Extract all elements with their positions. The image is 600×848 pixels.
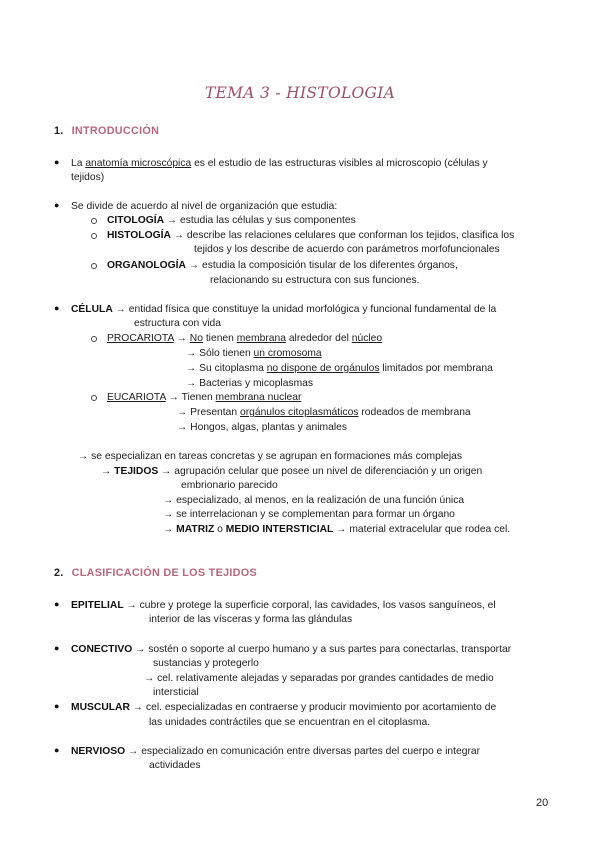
text: La	[71, 158, 86, 169]
intro-line	[71, 157, 488, 170]
term: MEDIO INTERSTICIAL	[225, 524, 334, 535]
definition: → cubre y protege la superficie corporal, las cavidades, los vasos sanguíneos, el	[123, 600, 496, 611]
definition: → cel. especializadas en contraerse y producir movimiento por acortamiento de	[129, 702, 497, 713]
text: rodeados de membrana	[358, 407, 471, 418]
page-number: 20	[536, 797, 549, 809]
definition: → estudia la composición tisular de los diferentes órganos,	[185, 260, 458, 271]
section-label: INTRODUCCIÓN	[71, 125, 160, 137]
procariota-line	[186, 347, 322, 360]
procariota-line: → Bacterias y micoplasmas	[186, 378, 314, 389]
text: alrededor del	[285, 333, 352, 344]
conectivo-item	[71, 643, 511, 656]
definition: → describe las relaciones celulares que conforman los tejidos, clasifica los	[170, 230, 515, 241]
definition: → agrupación celular que posee un nivel de diferenciación y un origen	[158, 466, 483, 477]
sub-bullet-icon	[91, 263, 97, 269]
tejidos-line	[163, 523, 510, 536]
histologia-cont: tejidos y los describe de acuerdo con parámetros morfofuncionales	[194, 244, 500, 255]
bullet-icon: ●	[54, 745, 60, 755]
tejidos-line: embrionario parecido	[181, 480, 278, 491]
term: CÉLULA	[71, 304, 113, 315]
conectivo-cont: intersticial	[153, 687, 199, 698]
term: EUCARIOTA	[107, 392, 166, 403]
term: CONECTIVO	[71, 644, 133, 655]
term: ORGANOLOGÍA	[107, 260, 186, 271]
text: limitados por membrana	[379, 363, 493, 374]
underlined: núcleo	[351, 333, 383, 344]
conectivo-line: → cel. relativamente alejadas y separadas por grandes cantidades de medio	[144, 673, 494, 684]
underlined: membrana	[236, 333, 286, 344]
underlined-term: anatomía microscópica	[85, 158, 192, 169]
muscular-item	[71, 701, 496, 714]
definition: → especializado en comunicación entre diversas partes del cuerpo e integrar	[125, 746, 481, 757]
text: → Sólo tienen	[186, 348, 254, 359]
sub-bullet-icon	[91, 218, 97, 224]
section-label: CLASIFICACIÓN DE LOS TEJIDOS	[71, 567, 257, 579]
section-number: 2.	[54, 567, 64, 579]
epitelial-item	[71, 599, 496, 612]
intro-division: Se divide de acuerdo al nivel de organización que estudia:	[71, 201, 338, 212]
histologia-item	[107, 229, 514, 242]
eucariota-line: → Hongos, algas, plantas y animales	[177, 422, 347, 433]
muscular-cont: las unidades contráctiles que se encuentran en el citoplasma.	[149, 717, 431, 728]
celula-item	[71, 303, 496, 316]
term: TEJIDOS	[114, 466, 159, 477]
term: NERVIOSO	[71, 746, 126, 757]
tejidos-intro: → se especializan en tareas concretas y se agrupan en formaciones más complejas	[78, 451, 463, 462]
bullet-icon: ●	[54, 599, 60, 609]
section-heading-clasificacion	[54, 567, 257, 579]
celula-cont: estructura con vida	[134, 318, 221, 329]
organologia-item	[107, 259, 458, 272]
epitelial-cont: interior de las vísceras y forma las glándulas	[149, 614, 353, 625]
bullet-icon: ●	[54, 701, 60, 711]
text: →	[101, 466, 115, 477]
sub-bullet-icon	[91, 233, 97, 239]
tejidos-line: → se interrelacionan y se complementan para formar un órgano	[163, 509, 455, 520]
text: → Tienen	[165, 392, 216, 403]
tejidos-item	[101, 465, 482, 478]
term: CITOLOGÍA	[107, 215, 165, 226]
text: →	[173, 333, 190, 344]
bullet-icon: ●	[54, 157, 60, 167]
term: PROCARIOTA	[107, 333, 174, 344]
citologia-item	[107, 214, 356, 227]
organologia-cont: relacionando su estructura con sus funciones.	[210, 275, 420, 286]
definition: → estudia las células y sus componentes	[164, 215, 356, 226]
eucariota-item	[107, 391, 301, 404]
term: MUSCULAR	[71, 702, 130, 713]
underlined: No	[189, 333, 203, 344]
underlined: no dispone de orgánulos	[266, 363, 380, 374]
bullet-icon: ●	[54, 303, 60, 313]
tejidos-line: → especializado, al menos, en la realización de una función única	[163, 495, 465, 506]
text: → Presentan	[177, 407, 240, 418]
bullet-icon: ●	[54, 200, 60, 210]
underlined: orgánulos citoplasmáticos	[239, 407, 359, 418]
definition: → sostén o soporte al cuerpo humano y a sus partes para conectarlas, transportar	[132, 644, 512, 655]
text: → material extracelular que rodea cel.	[333, 524, 511, 535]
term: EPITELIAL	[71, 600, 124, 611]
conectivo-cont: sustancias y protegerlo	[153, 658, 259, 669]
bullet-icon: ●	[54, 643, 60, 653]
nervioso-item	[71, 745, 480, 758]
section-heading-intro	[54, 125, 159, 137]
procariota-line	[186, 362, 493, 375]
page-title: TEMA 3 - HISTOLOGIA	[204, 84, 396, 102]
term: MATRIZ	[176, 524, 215, 535]
definition: → entidad física que constituye la unidad morfológica y funcional fundamental de la	[112, 304, 497, 315]
text: es el estudio de las estructuras visibles al microscopio (células y	[191, 158, 488, 169]
procariota-item	[107, 332, 382, 345]
nervioso-cont: actividades	[149, 760, 201, 771]
sub-bullet-icon	[91, 336, 97, 342]
eucariota-line	[177, 406, 471, 419]
text: o	[214, 524, 226, 535]
underlined: membrana nuclear	[215, 392, 302, 403]
sub-bullet-icon	[91, 395, 97, 401]
term: HISTOLOGÍA	[107, 230, 171, 241]
underlined: un cromosoma	[253, 348, 322, 359]
intro-line-cont: tejidos)	[71, 172, 105, 183]
text: tienen	[202, 333, 237, 344]
text: → Su citoplasma	[186, 363, 267, 374]
text: →	[163, 524, 177, 535]
section-number: 1.	[54, 125, 64, 137]
